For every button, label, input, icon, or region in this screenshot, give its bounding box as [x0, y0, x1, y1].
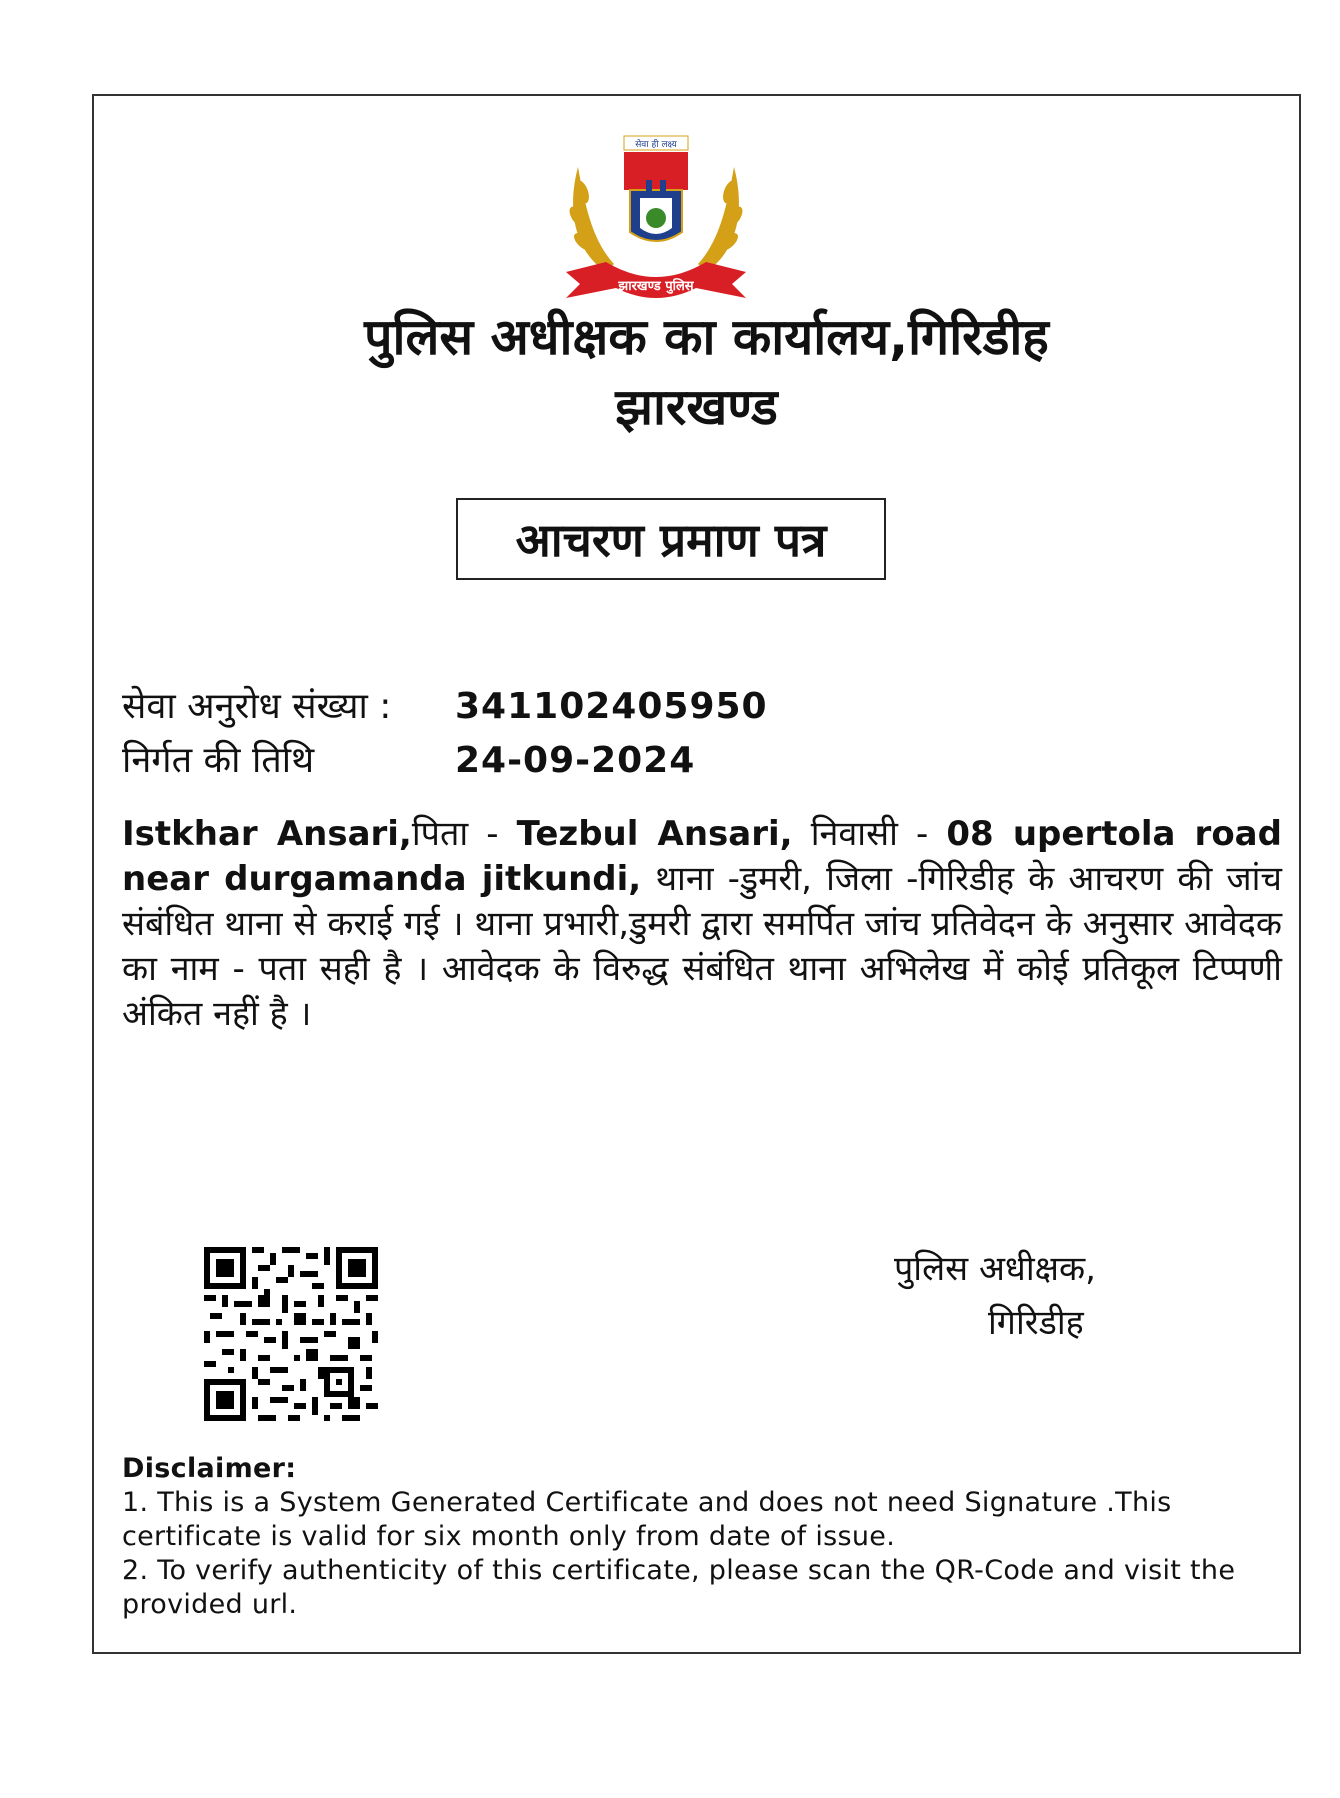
qr-code — [204, 1247, 378, 1421]
certificate-meta — [122, 680, 768, 788]
certificate-body — [122, 812, 1282, 1037]
request-number-value: 341102405950 — [455, 686, 768, 727]
applicant-name: Istkhar Ansari, — [122, 814, 412, 854]
office-title: पुलिस अधीक्षक का कार्यालय,गिरिडीह — [364, 308, 1049, 366]
father-label: पिता - — [411, 814, 517, 854]
certificate-title — [456, 498, 886, 580]
issue-date-value: 24-09-2024 — [455, 740, 696, 781]
disclaimer-heading: Disclaimer: — [122, 1453, 297, 1484]
emblem-motto: सेवा ही लक्ष्य — [635, 140, 677, 150]
office-state: झारखण्ड — [615, 378, 778, 436]
emblem-ribbon-text: झारखण्ड पुलिस — [618, 279, 694, 294]
certificate-title-text: आचरण प्रमाण पत्र — [515, 513, 827, 567]
request-number-label: सेवा अनुरोध संख्या : — [122, 686, 392, 727]
signatory-designation: पुलिस अधीक्षक, — [894, 1249, 1096, 1289]
resident-label: निवासी - — [792, 814, 947, 854]
disclaimer — [122, 1452, 1282, 1622]
issue-date-label: निर्गत की तिथि — [122, 740, 315, 781]
disclaimer-point-2: 2. To verify authenticity of this certificate, please scan the QR-Code and visit the provided url. — [122, 1555, 1236, 1620]
request-number-row — [122, 680, 768, 734]
jharkhand-police-emblem — [536, 122, 776, 322]
issue-date-row — [122, 734, 768, 788]
verification-statement: थाना -डुमरी, जिला -गिरिडीह के आचरण की जांच संबंधित थाना से कराई गई । थाना प्रभारी,डुमरी द्वारा समर्पित जांच प्रतिवेदन के अनुसार आवेदक का नाम - पता सही है । आवेदक के विरुद्ध संबंधित थाना अभिलेख में कोई प्रतिकूल टिप्पणी अंकित नहीं है । — [122, 859, 1282, 1034]
signatory — [894, 1242, 1096, 1350]
signatory-district: गिरिडीह — [988, 1303, 1084, 1343]
applicant-address: 08 upertola road near durgamanda jitkundi, — [122, 814, 1282, 899]
father-name: Tezbul Ansari, — [516, 814, 793, 854]
disclaimer-point-1: 1. This is a System Generated Certificate and does not need Signature .This certificate is valid for six month only from date of issue. — [122, 1487, 1172, 1552]
